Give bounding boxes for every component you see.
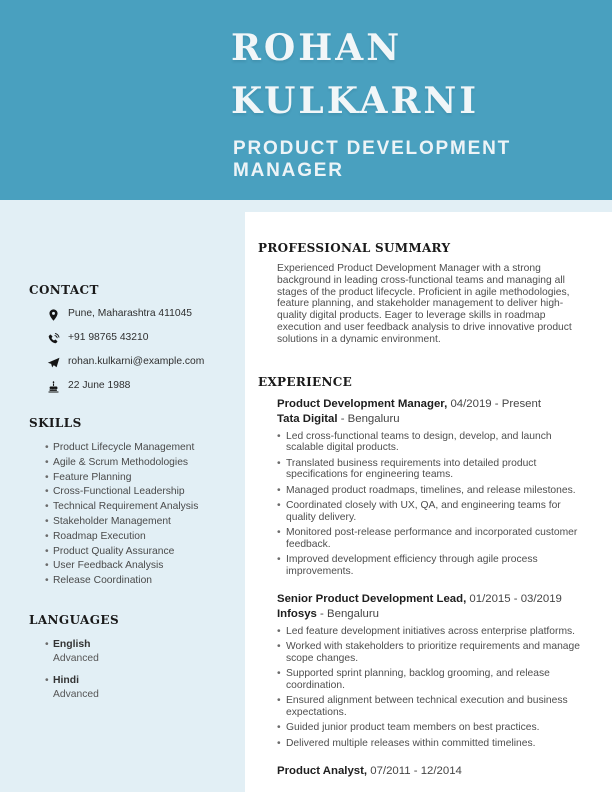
- job-title: Product Analyst,: [277, 764, 368, 777]
- job-company: Infosys: [277, 607, 317, 620]
- job-bullet: • Supported sprint planning, backlog grooming, and release coordination.: [277, 668, 591, 692]
- main-column: [258, 212, 594, 779]
- job-dates: 01/2015 - 03/2019: [469, 592, 562, 605]
- job-bullet: • Led feature development initiatives across enterprise platforms.: [277, 626, 591, 638]
- birthday-cake-icon: [47, 380, 60, 394]
- job-location: - Bengaluru: [337, 412, 400, 425]
- contact-heading: CONTACT: [29, 283, 99, 297]
- contact-text: Pune, Maharashtra 411045: [68, 308, 193, 319]
- job-entry: [277, 397, 594, 578]
- job-location: - Bengaluru: [316, 607, 379, 620]
- job-bullet: • Managed product roadmaps, timelines, and release milestones.: [277, 485, 591, 497]
- job-bullet: • Translated business requirements into detailed product specifications for engineering teams.: [277, 458, 591, 482]
- skill-item: • Technical Requirement Analysis: [45, 500, 231, 515]
- contact-item: [47, 308, 231, 322]
- language-level: Advanced: [53, 652, 99, 664]
- contact-text: +91 98765 43210: [68, 332, 149, 343]
- skill-item: • Feature Planning: [45, 471, 231, 486]
- job-company: Tata Digital: [277, 412, 338, 425]
- experience-heading: EXPERIENCE: [258, 374, 353, 389]
- job-dates: 04/2019 - Present: [450, 397, 541, 410]
- language-item: [45, 674, 231, 701]
- job-header: [277, 397, 594, 427]
- job-entry: [277, 764, 594, 779]
- job-bullet: • Monitored post-release performance and incorporated customer feedback.: [277, 527, 591, 551]
- contact-list: [47, 308, 231, 394]
- skill-item: • Agile & Scrum Methodologies: [45, 456, 231, 471]
- skill-item: • Product Quality Assurance: [45, 545, 231, 560]
- job-header: [277, 764, 594, 779]
- candidate-title: PRODUCT DEVELOPMENT MANAGER: [233, 138, 512, 181]
- skills-list: [45, 441, 231, 589]
- header-banner: [0, 0, 612, 200]
- skill-item: • Cross-Functional Leadership: [45, 485, 231, 500]
- job-bullet: • Improved development efficiency through agile process improvements.: [277, 554, 591, 578]
- languages-list: [45, 638, 231, 701]
- skills-heading: SKILLS: [29, 416, 82, 430]
- job-bullet-list: [277, 431, 591, 578]
- contact-text: rohan.kulkarni@example.com: [68, 356, 205, 367]
- job-dates: 07/2011 - 12/2014: [370, 764, 462, 777]
- skill-item: • Roadmap Execution: [45, 530, 231, 545]
- job-bullet: • Guided junior product team members on best practices.: [277, 722, 591, 734]
- job-bullet: • Ensured alignment between technical execution and business expectations.: [277, 695, 591, 719]
- languages-heading: LANGUAGES: [29, 612, 120, 627]
- location-pin-icon: [47, 308, 60, 322]
- sidebar: [0, 200, 245, 792]
- job-bullet-list: [277, 626, 591, 750]
- send-icon: [47, 356, 60, 370]
- phone-icon: [47, 332, 60, 346]
- summary-heading: PROFESSIONAL SUMMARY: [258, 241, 451, 255]
- candidate-name: [231, 22, 479, 128]
- job-entry: [277, 592, 594, 750]
- candidate-name-line1: ROHAN: [231, 27, 403, 69]
- job-bullet: • Delivered multiple releases within committed timelines.: [277, 738, 591, 750]
- contact-text: 22 June 1988: [68, 380, 131, 391]
- skill-item: • User Feedback Analysis: [45, 559, 231, 574]
- skill-item: • Stakeholder Management: [45, 515, 231, 530]
- contact-item: [47, 380, 231, 394]
- summary-text: Experienced Product Development Manager with a strong background in leading cross-functional teams and managing all stages of the product lifecycle. Proficient in agile methodologies, feature planning, and stakeholder management to deliver high-quality digital products. Eager to leverage skills in roadmap execution and user feedback analysis to drive innovative product solutions in a dynamic environment.: [277, 263, 572, 345]
- skill-item: • Product Lifecycle Management: [45, 441, 231, 456]
- job-title: Senior Product Development Lead,: [277, 592, 467, 605]
- job-title: Product Development Manager,: [277, 397, 448, 410]
- job-bullet: • Coordinated closely with UX, QA, and engineering teams for quality delivery.: [277, 500, 591, 524]
- contact-item: [47, 332, 231, 346]
- language-item: [45, 638, 231, 665]
- language-name: • English: [53, 638, 91, 650]
- candidate-name-line2: KULKARNI: [231, 80, 480, 122]
- language-name: • Hindi: [53, 674, 79, 686]
- contact-item: [47, 356, 231, 370]
- language-level: Advanced: [53, 688, 99, 700]
- experience-jobs: [258, 397, 594, 779]
- job-bullet: • Led cross-functional teams to design, develop, and launch scalable digital products.: [277, 431, 591, 455]
- job-header: [277, 592, 594, 622]
- job-bullet: • Worked with stakeholders to prioritize requirements and manage scope changes.: [277, 641, 591, 665]
- skill-item: • Release Coordination: [45, 574, 231, 589]
